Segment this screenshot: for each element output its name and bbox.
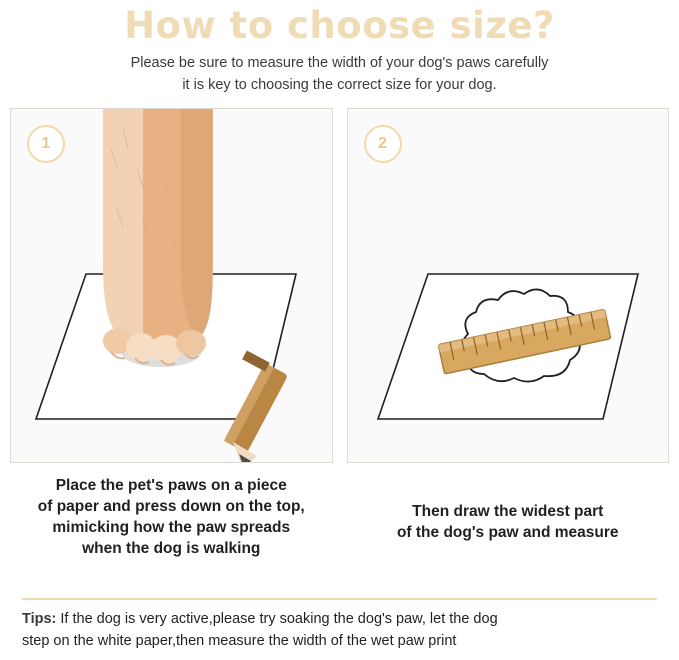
- dog-paw-illustration: [103, 109, 213, 365]
- step-2-caption-line-1: Then draw the widest part: [412, 503, 604, 520]
- tips-line-1: If the dog is very active,please try soaking the dog's paw, let the dog: [56, 611, 498, 627]
- step-2-badge: 2: [364, 125, 402, 163]
- tips-section: [22, 598, 657, 652]
- step-1-badge: 1: [27, 125, 65, 163]
- step-1-caption: [10, 473, 333, 559]
- step-1-caption-line-4: when the dog is walking: [82, 540, 261, 557]
- steps-panels: [0, 96, 679, 463]
- step-2-panel: [347, 108, 670, 463]
- step-1-caption-line-2: of paper and press down on the top,: [37, 498, 305, 515]
- step-1-illustration: [11, 109, 332, 462]
- step-2-illustration: [348, 109, 669, 462]
- step-1-caption-line-3: mimicking how the paw spreads: [52, 519, 291, 536]
- subtitle-line-2: it is key to choosing the correct size for your dog.: [182, 77, 497, 93]
- tips-label: Tips:: [22, 611, 57, 627]
- page-title: How to choose size?: [124, 4, 555, 47]
- subtitle-line-1: Please be sure to measure the width of your dog's paws carefully: [130, 55, 549, 71]
- step-1-panel: [10, 108, 333, 463]
- step-captions: [0, 463, 679, 559]
- step-2-caption: [347, 473, 670, 559]
- step-1-caption-line-1: Place the pet's paws on a piece: [55, 477, 287, 494]
- page-subtitle: [60, 52, 620, 96]
- tips-line-2: step on the white paper,then measure the width of the wet paw print: [22, 633, 457, 649]
- how-to-choose-size-page: [0, 4, 679, 660]
- step-2-caption-line-2: of the dog's paw and measure: [396, 524, 619, 541]
- tips-text: [22, 608, 657, 652]
